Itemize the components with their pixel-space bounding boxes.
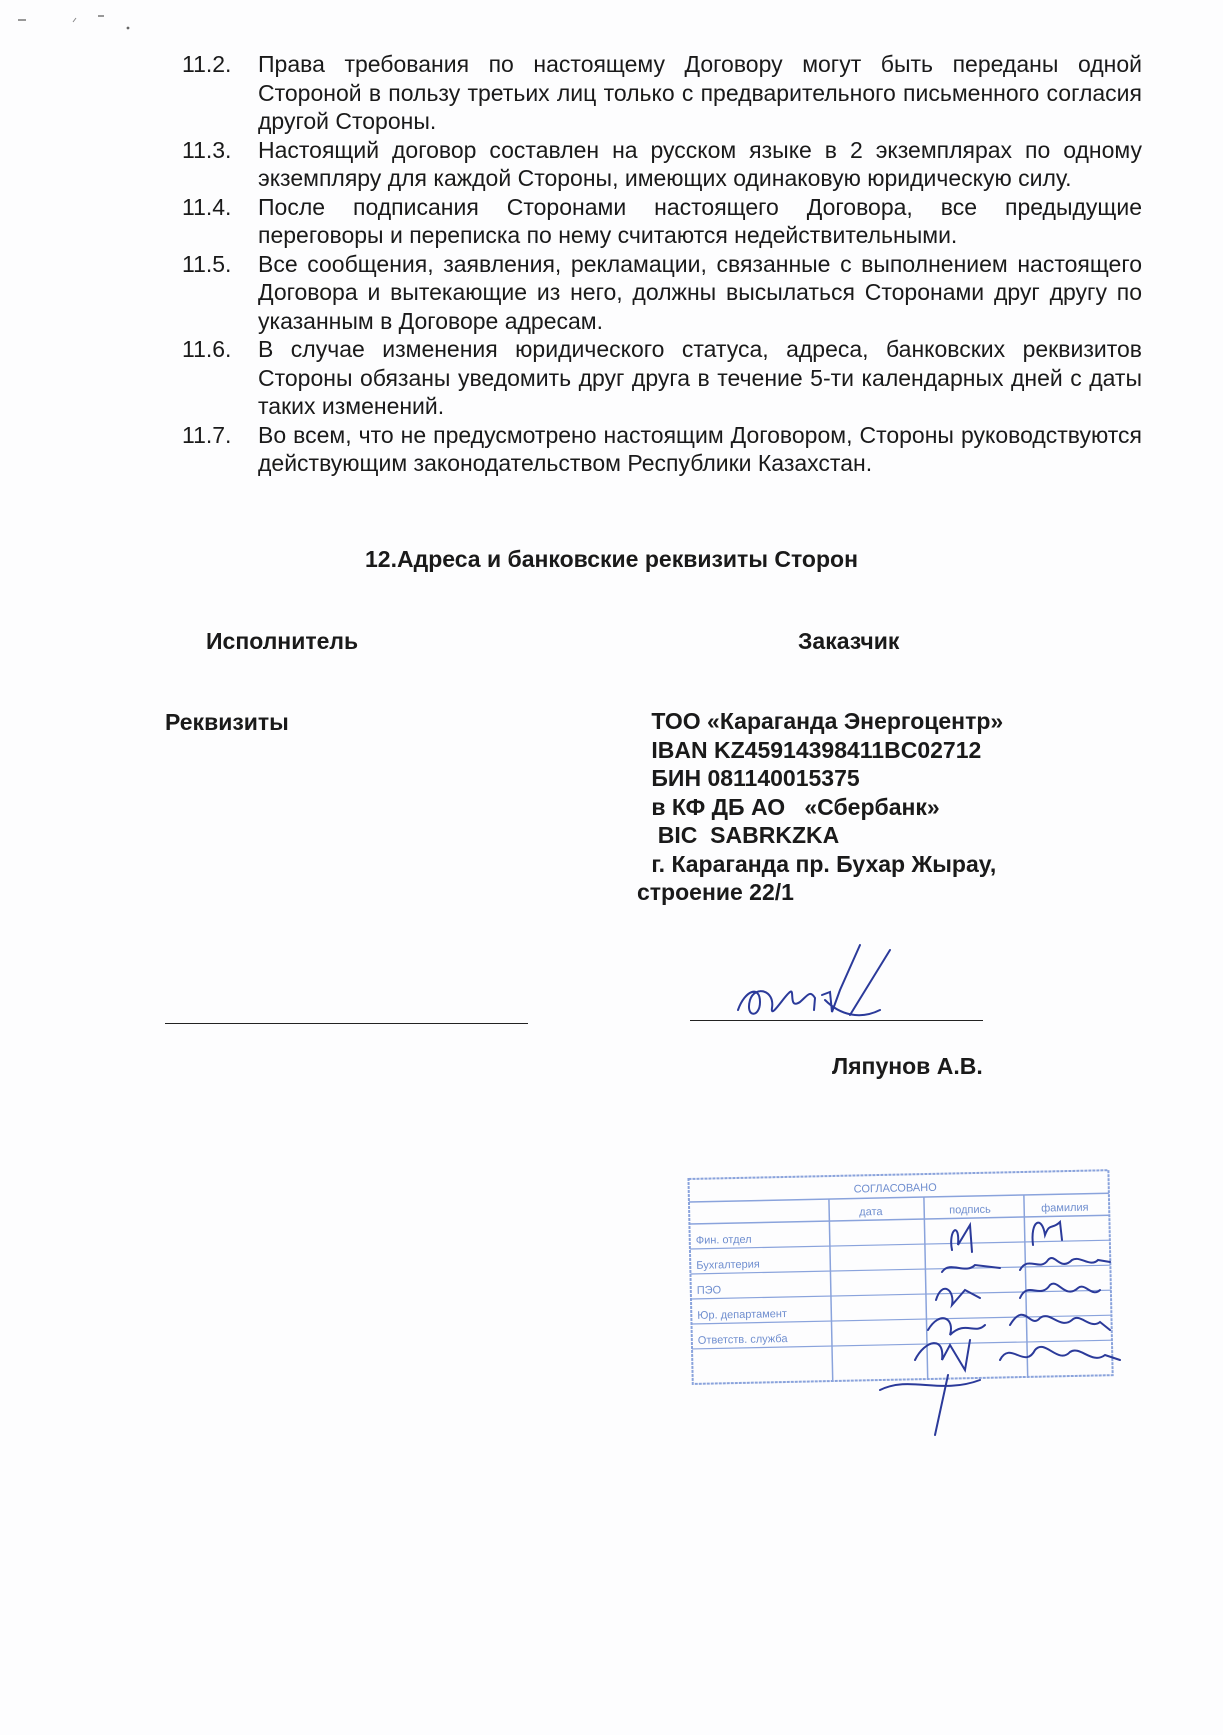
clause-11-2	[182, 50, 1142, 136]
stamp-row-legal: Юр. департамент	[697, 1307, 788, 1322]
clause-number: 11.6.	[182, 336, 232, 362]
executor-label: Исполнитель	[206, 628, 359, 654]
clause-11-7	[182, 421, 1142, 478]
clause-number: 11.3.	[182, 136, 232, 163]
clause-text: После подписания Сторонами настоящего Договора, все предыдущие переговоры и переписка по нему считаются недействительными.	[258, 193, 1142, 248]
customer-address: г. Караганда пр. Бухар Жырау,	[645, 850, 997, 877]
customer-bin: БИН 081140015375	[645, 765, 860, 791]
customer-label: Заказчик	[798, 628, 900, 654]
stamp-col-surname: фамилия	[1041, 1201, 1089, 1215]
executor-signature-line	[165, 1023, 528, 1024]
clause-number: 11.5.	[182, 250, 232, 277]
clause-text: Настоящий договор составлен на русском языке в 2 экземплярах по одному экземпляру для каждой Стороны, имеющих одинаковую юридическую силу.	[258, 136, 1142, 191]
clause-number: 11.2.	[182, 51, 232, 77]
signer-name: Ляпунов А.В.	[832, 1053, 983, 1079]
stamp-row-peo: ПЭО	[696, 1284, 722, 1297]
clause-text: В случае изменения юридического статуса, адреса, банковских реквизитов Стороны обязаны уведомить друг друга в течение 5-ти календарных дней с даты таких изменений.	[258, 336, 1142, 419]
section-heading: 12.Адреса и банковские реквизиты Сторон	[365, 546, 858, 572]
clause-number: 11.4.	[182, 193, 232, 220]
stamp-col-date: дата	[859, 1205, 883, 1219]
customer-bank: в КФ ДБ АО «Сбербанк»	[645, 793, 940, 820]
clause-11-6	[182, 335, 1142, 421]
customer-requisites	[637, 707, 1004, 907]
stamp-handwritten-signatures	[880, 1222, 1120, 1435]
stamp-row-accounting: Бухгалтерия	[696, 1258, 760, 1272]
approval-stamp	[680, 1160, 1200, 1440]
customer-building: строение 22/1	[637, 879, 794, 905]
clause-text: Права требования по настоящему Договору могут быть переданы одной Стороной в пользу третьих лиц только с предварительного письменного согласия другой Стороны.	[258, 51, 1142, 134]
customer-company-name: ТОО «Караганда Энергоцентр»	[645, 708, 1004, 734]
stamp-row-responsible: Ответств. служба	[697, 1332, 788, 1347]
stamp-title: СОГЛАСОВАНО	[853, 1181, 937, 1196]
stamp-row-finance: Фин. отдел	[695, 1233, 752, 1247]
clause-11-5	[182, 250, 1142, 336]
customer-signature	[730, 940, 900, 1035]
customer-iban: IBAN KZ45914398411BC02712	[645, 736, 982, 763]
clause-11-3	[182, 136, 1142, 193]
customer-bic: BIC SABRKZKA	[645, 822, 840, 848]
scan-artifact-marks	[18, 12, 138, 32]
clause-11-4	[182, 193, 1142, 250]
clause-text: Во всем, что не предусмотрено настоящим Договором, Стороны руководствуются действующим законодательством Республики Казахстан.	[258, 421, 1142, 476]
requisites-label: Реквизиты	[165, 709, 289, 735]
clause-text: Все сообщения, заявления, рекламации, связанные с выполнением настоящего Договора и вытекающие из него, должны высылаться Сторонами друг другу по указанным в Договоре адресам.	[258, 250, 1142, 334]
clause-number: 11.7.	[182, 421, 232, 448]
stamp-col-signature: подпись	[949, 1203, 991, 1217]
contract-clauses	[182, 50, 1142, 478]
